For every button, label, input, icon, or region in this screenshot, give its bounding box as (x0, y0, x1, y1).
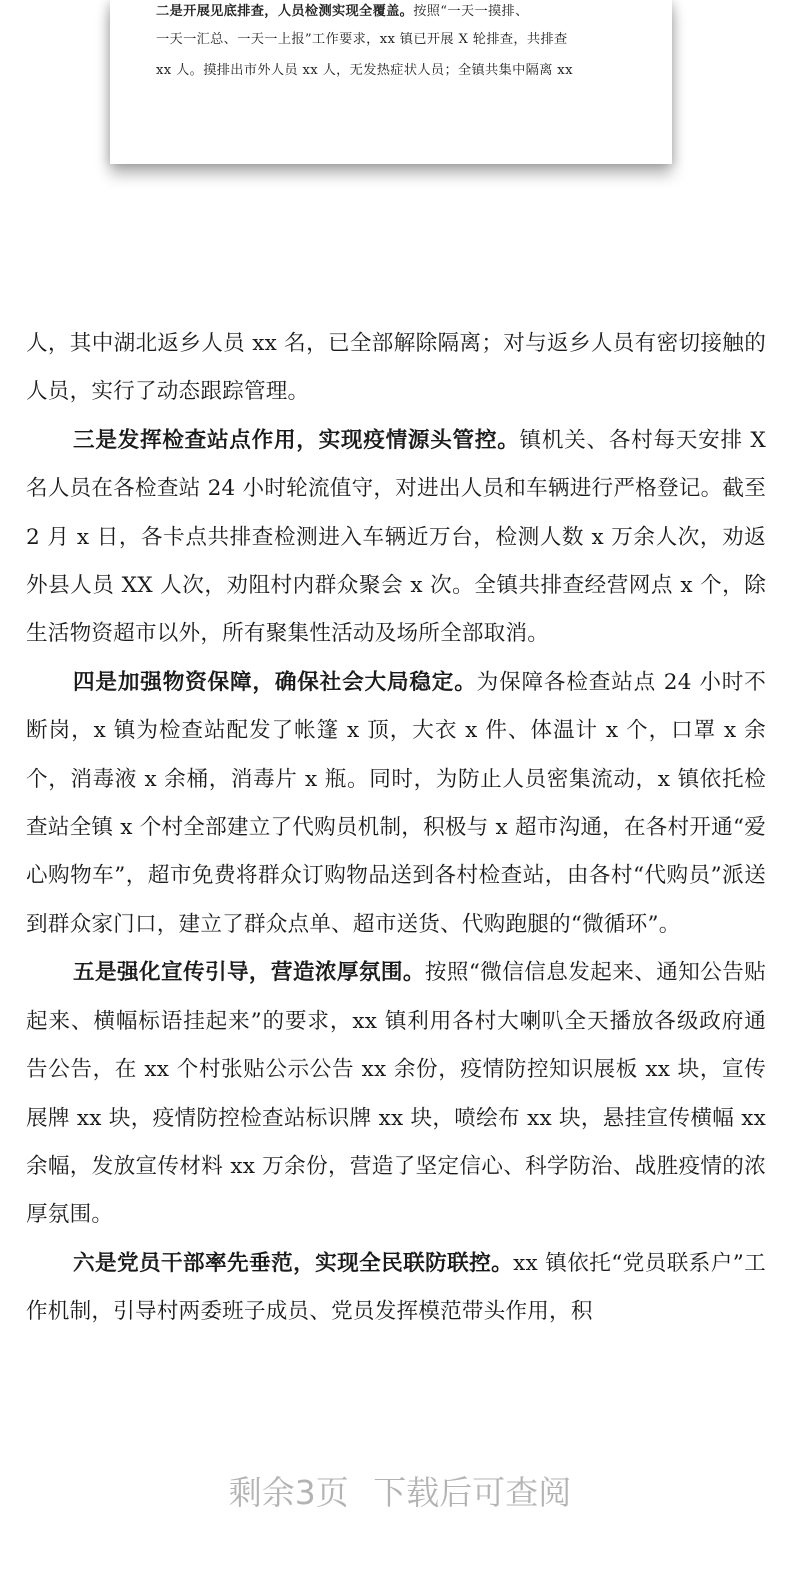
card-line-1: 二是开展见底排查，人员检测实现全覆盖。按照“一天一摸排、 (156, 4, 529, 19)
paragraph-heading: 五是强化宣传引导，营造浓厚氛围。 (73, 960, 425, 986)
paragraph-heading: 四是加强物资保障，确保社会大局稳定。 (73, 669, 477, 695)
remaining-pages-notice[interactable]: 剩余3页 下载后可查阅 (228, 1473, 572, 1512)
paragraph-heading: 六是党员干部率先垂范，实现全民联防联控。 (73, 1250, 514, 1276)
preview-page-card (110, 0, 672, 164)
paragraph-supplies: 四是加强物资保障，确保社会大局稳定。为保障各检查站点 24 小时不断岗，x 镇为检查站配发了帐篷 x 顶，大衣 x 件、体温计 x 个，口罩 x 余个，消毒液 x 余桶，消毒片 x 瓶。同时，为防止人员密集流动，x 镇依托检查站全镇 x 个村全部建立了代购员机制，积极与 x 超市沟通，在各村开通“爱心购物车”，超市免费将群众订购物品送到各村检查站，由各村“代购员”派送到群众家门口，建立了群众点单、超市送货、代购跑腿的“微循环”。 (26, 669, 766, 937)
document-body (26, 320, 766, 1337)
paragraph-publicity: 五是强化宣传引导，营造浓厚氛围。按照“微信信息发起来、通知公告贴起来、横幅标语挂起来”的要求，xx 镇利用各村大喇叭全天播放各级政府通告公告，在 xx 个村张贴公示公告 xx 余份，疫情防控知识展板 xx 块，宣传展牌 xx 块，疫情防控检查站标识牌 xx 块，喷绘布 xx 块，悬挂宣传横幅 xx 余幅，发放宣传材料 xx 万余份，营造了坚定信心、科学防治、战胜疫情的浓厚氛围。 (26, 960, 766, 1228)
card-line-3: xx 人。摸排出市外人员 xx 人，无发热症状人员；全镇共集中隔离 xx (156, 63, 573, 78)
paragraph-heading: 三是发挥检查站点作用，实现疫情源头管控。 (73, 427, 520, 453)
paragraph-checkpoints: 三是发挥检查站点作用，实现疫情源头管控。镇机关、各村每天安排 X 名人员在各检查站 24 小时轮流值守，对进出人员和车辆进行严格登记。截至 2 月 x 日，各卡点共排查检测进入车辆近万台，检测人数 x 万余人次，劝返外县人员 XX 人次，劝阻村内群众聚会 x 次。全镇共排查经营网点 x 个，除生活物资超市以外，所有聚集性活动及场所全部取消。 (26, 427, 766, 647)
card-line-2: 一天一汇总、一天一上报”工作要求，xx 镇已开展 X 轮排查，共排查 (156, 32, 568, 47)
card-heading: 二是开展见底排查，人员检测实现全覆盖。 (156, 4, 414, 19)
paragraph-continuation: 人，其中湖北返乡人员 xx 名，已全部解除隔离；对与返乡人员有密切接触的人员，实行了动态跟踪管理。 (26, 331, 766, 405)
paragraph-party-members: 六是党员干部率先垂范，实现全民联防联控。xx 镇依托“党员联系户”工作机制，引导村两委班子成员、党员发挥模范带头作用，积 (26, 1250, 766, 1325)
